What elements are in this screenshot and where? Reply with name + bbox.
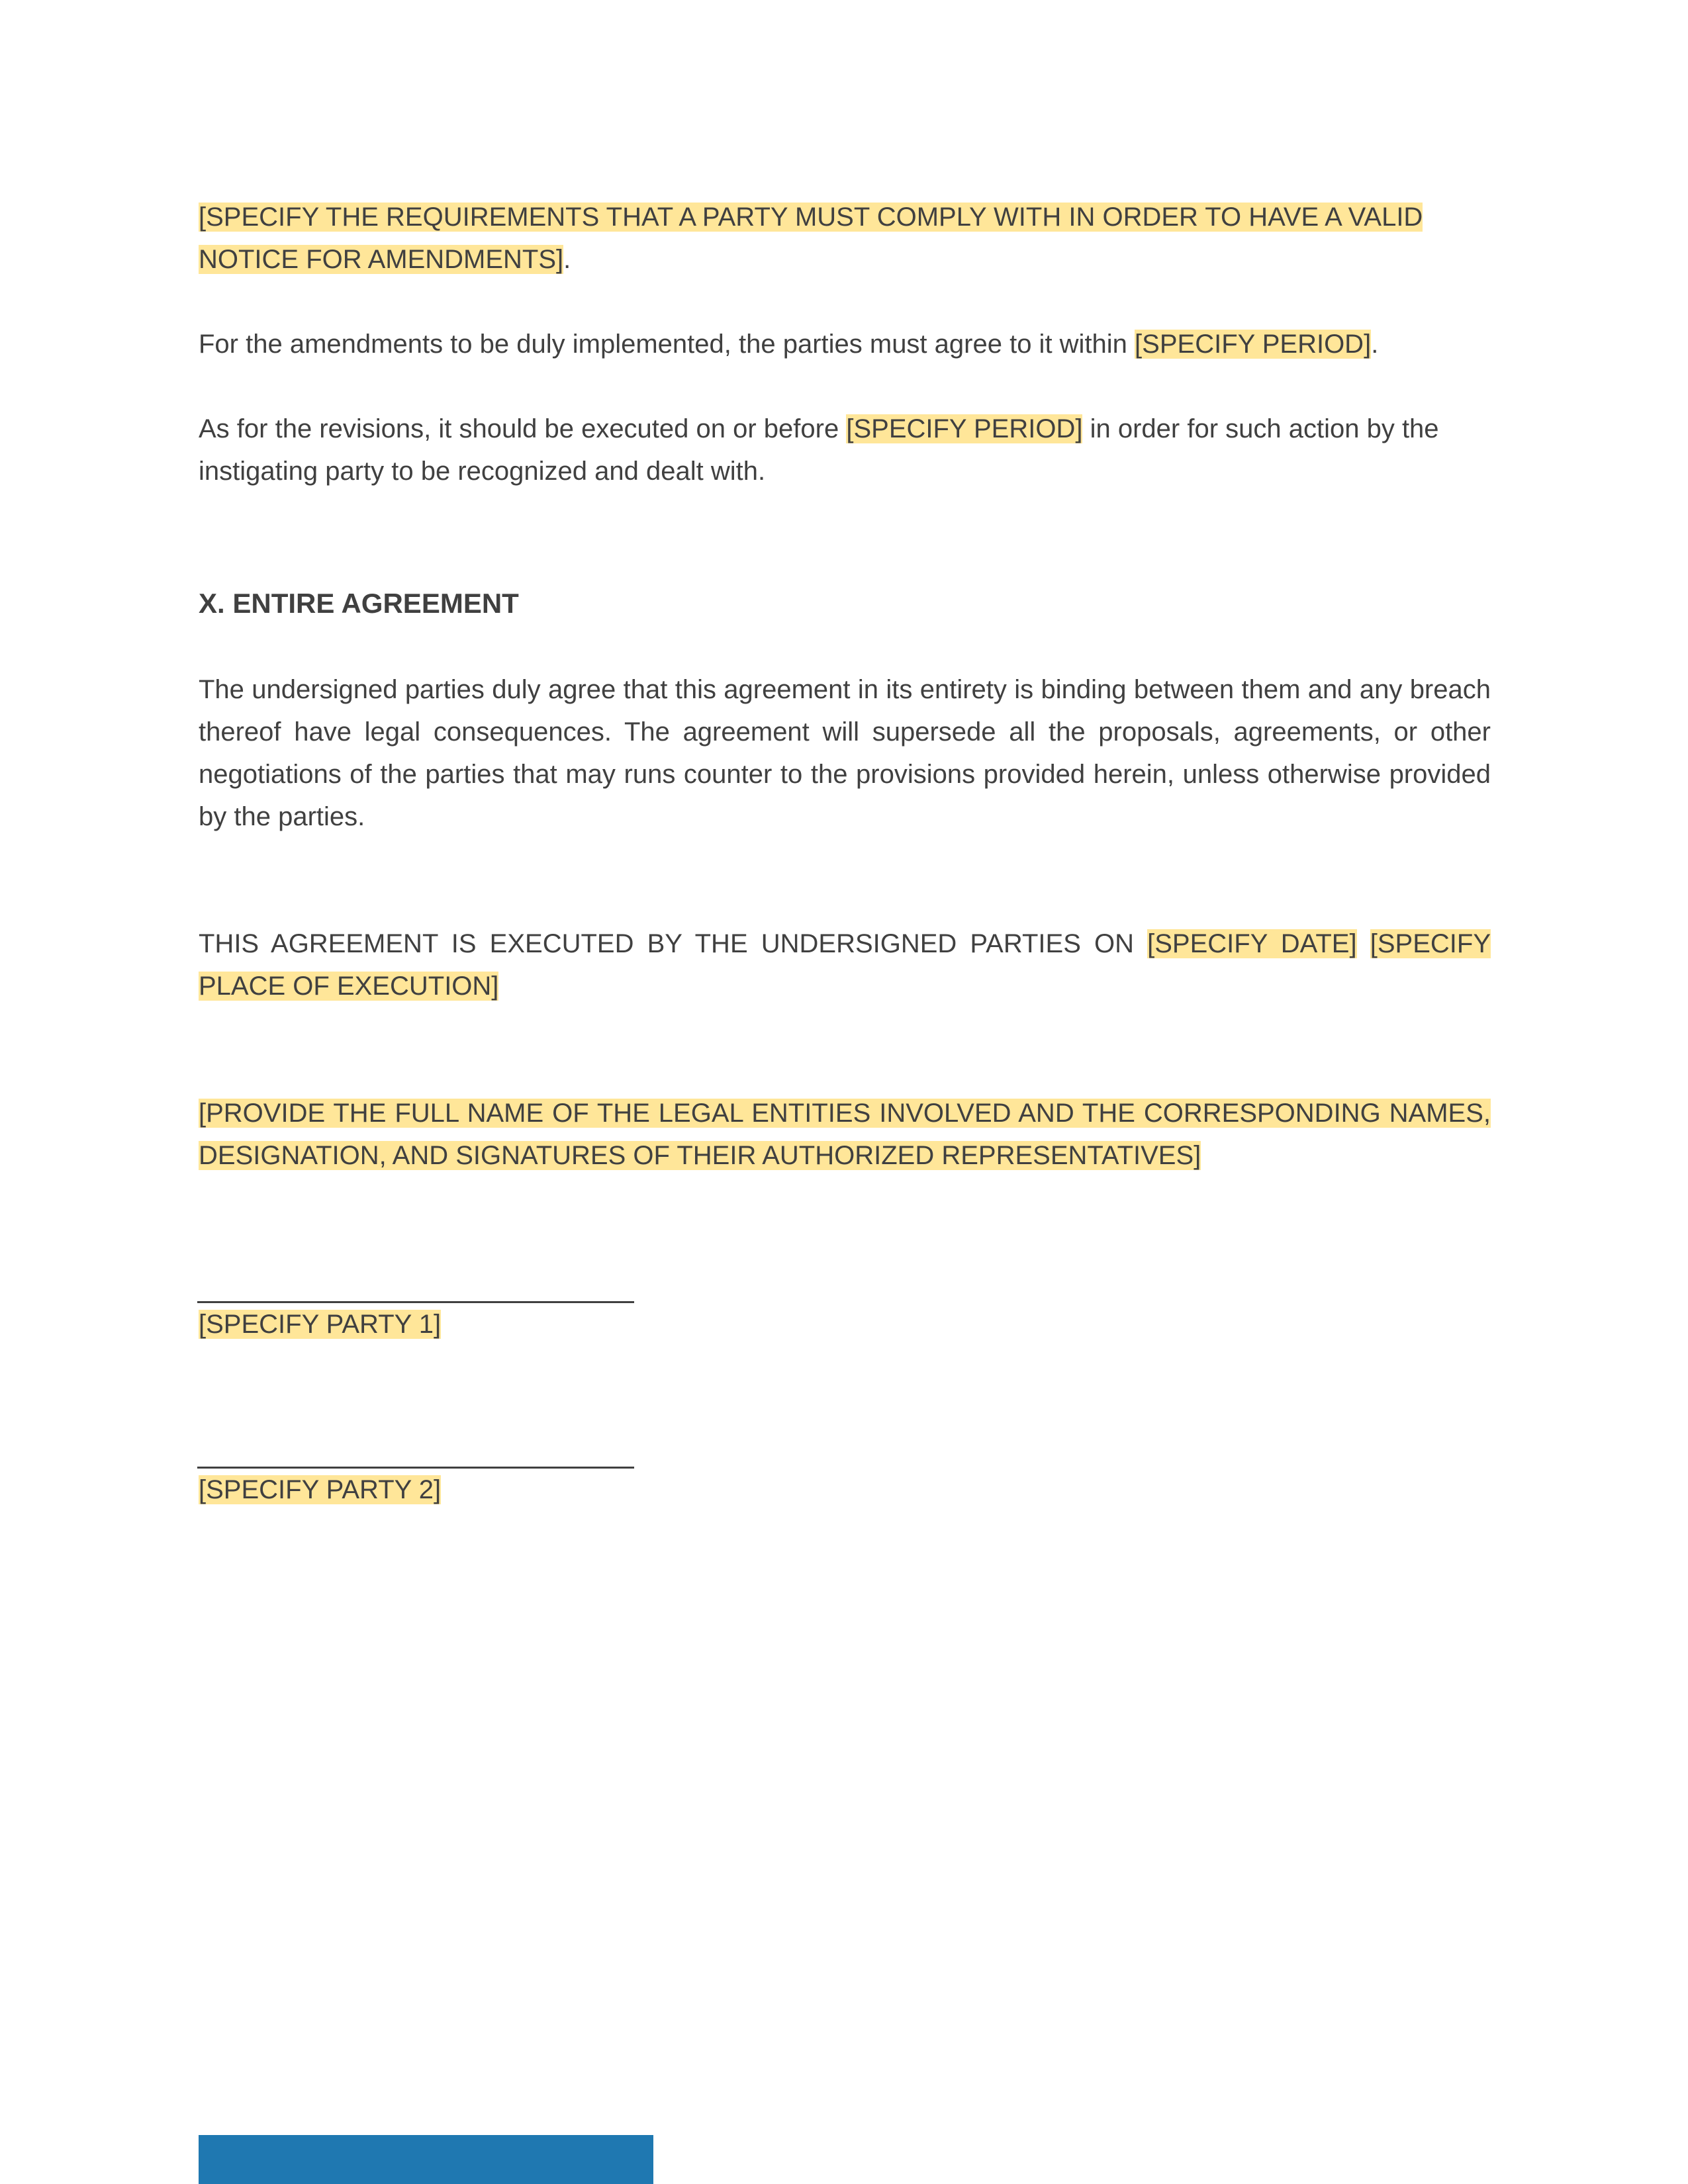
execution-paragraph bbox=[199, 923, 1491, 1007]
execution-date-placeholder[interactable]: [SPECIFY DATE] bbox=[1147, 929, 1357, 958]
amendments-paragraph bbox=[199, 323, 1491, 365]
signature-block-party-1 bbox=[199, 1301, 635, 1345]
signature-party-label bbox=[199, 1469, 635, 1511]
signature-block-party-2 bbox=[199, 1467, 635, 1511]
notice-requirements-paragraph bbox=[199, 196, 1491, 281]
party-1-placeholder[interactable]: [SPECIFY PARTY 1] bbox=[199, 1310, 442, 1339]
amendments-period: . bbox=[1371, 330, 1379, 359]
footer-accent-bar bbox=[199, 2135, 653, 2184]
revisions-text-before: As for the revisions, it should be executed on or before bbox=[199, 414, 847, 443]
document-body bbox=[199, 196, 1491, 1511]
execution-place-placeholder[interactable]: [SPECIFY PLACE OF EXECUTION] bbox=[199, 929, 1491, 1001]
legal-entities-placeholder[interactable]: [PROVIDE THE FULL NAME OF THE LEGAL ENTITIES INVOLVED AND THE CORRESPONDING NAMES, DESIGNATION, AND SIGNATURES OF THEIR AUTHORIZED REPRESENTATIVES] bbox=[199, 1099, 1491, 1170]
revisions-paragraph bbox=[199, 408, 1491, 492]
amendments-text: For the amendments to be duly implemented, the parties must agree to it within bbox=[199, 330, 1135, 359]
legal-entities-paragraph bbox=[199, 1092, 1491, 1177]
execution-text: THIS AGREEMENT IS EXECUTED BY THE UNDERSIGNED PARTIES ON bbox=[199, 929, 1148, 958]
party-2-placeholder[interactable]: [SPECIFY PARTY 2] bbox=[199, 1475, 442, 1504]
section-heading-entire-agreement: X. ENTIRE AGREEMENT bbox=[199, 588, 519, 619]
notice-requirements-placeholder[interactable]: [SPECIFY THE REQUIREMENTS THAT A PARTY MUST COMPLY WITH IN ORDER TO HAVE A VALID NOTICE FOR AMENDMENTS] bbox=[199, 203, 1423, 274]
revisions-period-placeholder[interactable]: [SPECIFY PERIOD] bbox=[846, 414, 1083, 443]
entire-agreement-paragraph: The undersigned parties duly agree that this agreement in its entirety is binding between them and any breach thereof have legal consequences. The agreement will supersede all the proposals, agreements, or other negotiations of the parties that may runs counter to the provisions provided herein, unless otherwise provided by the parties. bbox=[199, 675, 1491, 831]
execution-separator bbox=[1357, 929, 1370, 958]
notice-period: . bbox=[563, 245, 571, 274]
signature-party-label bbox=[199, 1303, 635, 1345]
amendments-period-placeholder[interactable]: [SPECIFY PERIOD] bbox=[1135, 330, 1372, 359]
revisions-text-after: in order for such action by the instigating party to be recognized and dealt with. bbox=[199, 414, 1439, 486]
